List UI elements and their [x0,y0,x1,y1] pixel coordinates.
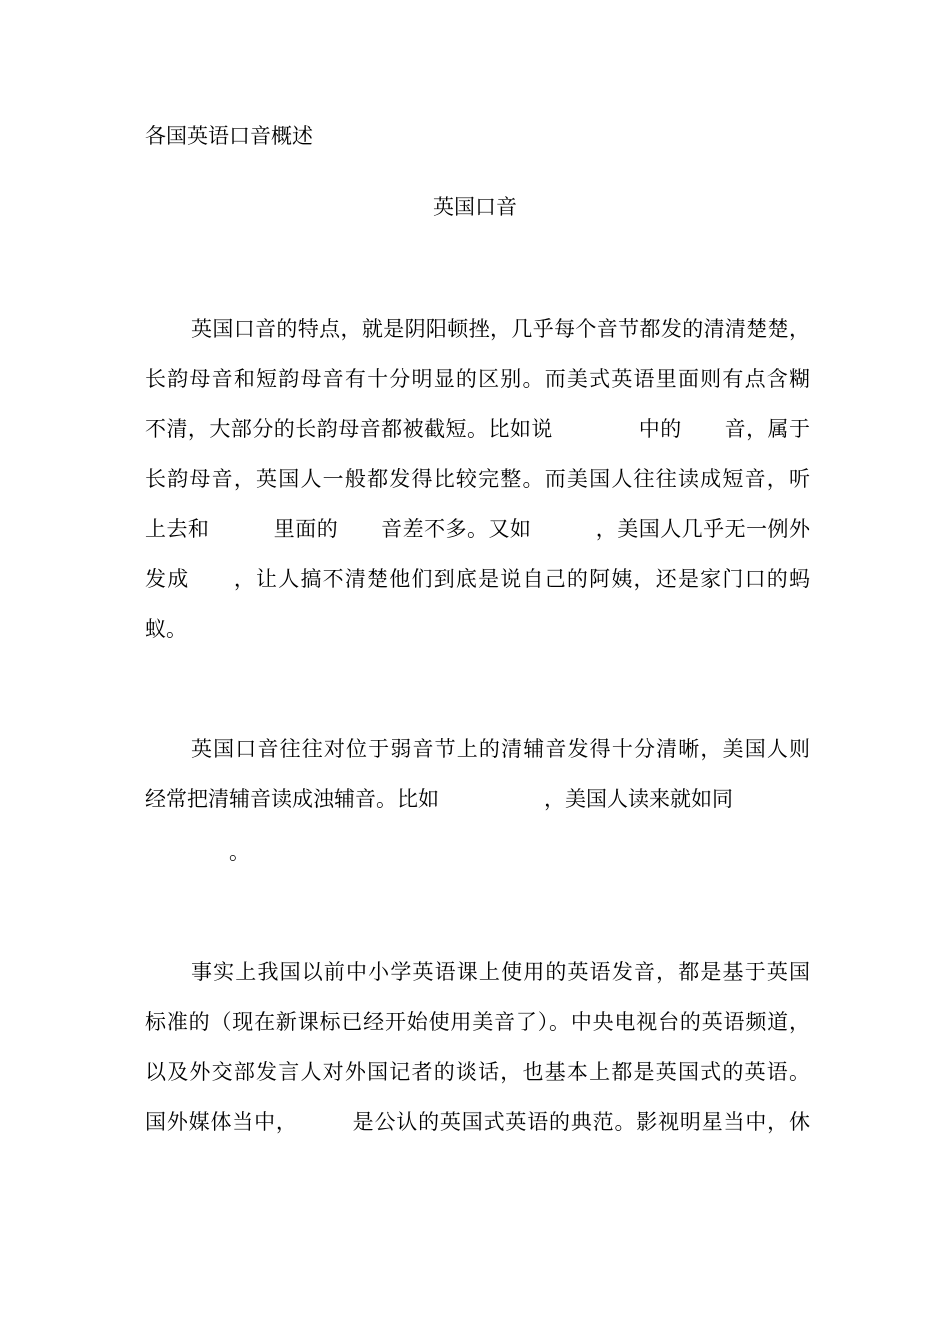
paragraph-1-line-2: 长韵母音和短韵母音有十分明显的区别。而美式英语里面则有点含糊 [145,367,810,391]
paragraph-1-line-7: 蚁。 [145,617,187,641]
paragraph-3-line-1: 事实上我国以前中小学英语课上使用的英语发音，都是基于英国 [191,960,810,984]
document-title: 各国英语口音概述 [145,124,313,148]
paragraph-1-line-6: 发成 ，让人搞不清楚他们到底是说自己的阿姨，还是家门口的蚂 [145,567,810,591]
section-heading: 英国口音 [433,195,517,219]
paragraph-3-line-3: 以及外交部发言人对外国记者的谈话，也基本上都是英国式的英语。 [145,1060,810,1084]
paragraph-2-line-2: 经常把清辅音读成浊辅音。比如 ，美国人读来就如同 [145,787,733,811]
paragraph-3-line-2: 标准的（现在新课标已经开始使用美音了）。中央电视台的英语频道， [145,1010,810,1034]
paragraph-3-line-4: 国外媒体当中， 是公认的英国式英语的典范。影视明星当中，休 [145,1110,810,1134]
paragraph-1-line-5: 上去和 里面的 音差不多。又如 ，美国人几乎无一例外 [145,517,810,541]
paragraph-1-line-3: 不清，大部分的长韵母音都被截短。比如说 中的 音，属于 [145,417,810,441]
paragraph-1-line-1: 英国口音的特点，就是阴阳顿挫，几乎每个音节都发的清清楚楚， [191,317,810,341]
paragraph-2-line-1: 英国口音往往对位于弱音节上的清辅音发得十分清晰，美国人则 [191,737,810,761]
paragraph-1-line-4: 长韵母音，英国人一般都发得比较完整。而美国人往往读成短音，听 [145,467,810,491]
paragraph-2-line-3: 。 [145,840,250,864]
